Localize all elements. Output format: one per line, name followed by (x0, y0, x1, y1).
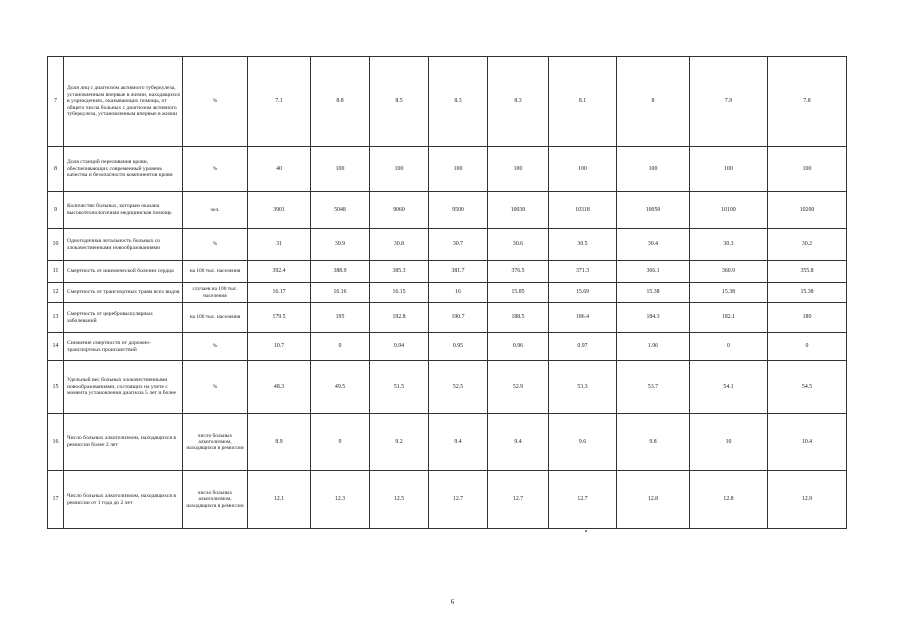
value-cell: 3901 (248, 192, 311, 229)
value-cell: 9.6 (549, 414, 617, 471)
unit-cell: % (183, 147, 248, 192)
value-cell: 10.7 (248, 333, 311, 361)
value-cell: 100 (311, 147, 370, 192)
value-cell: 53.3 (549, 361, 617, 414)
value-cell: 15.38 (617, 283, 690, 303)
unit-cell: на 100 тыс. населения (183, 303, 248, 333)
value-cell: 195 (311, 303, 370, 333)
row-number: 14 (48, 333, 64, 361)
value-cell: 10318 (549, 192, 617, 229)
value-cell: 16.15 (370, 283, 429, 303)
value-cell: 16.17 (248, 283, 311, 303)
row-number: 7 (48, 57, 64, 147)
value-cell: 12.8 (690, 471, 768, 529)
value-cell: 12.7 (429, 471, 488, 529)
page-number: 6 (450, 598, 455, 606)
row-number: 16 (48, 414, 64, 471)
value-cell: 8.3 (429, 57, 488, 147)
value-cell: 31 (248, 229, 311, 261)
value-cell: 9500 (429, 192, 488, 229)
table-row (48, 361, 847, 414)
indicator-name: Число больных алкоголизмом, находящихся в ремиссии от 1 года до 2 лет (64, 471, 183, 529)
value-cell: 12.7 (488, 471, 549, 529)
value-cell: 15.38 (690, 283, 768, 303)
value-cell: 100 (690, 147, 768, 192)
indicators-table (47, 56, 847, 529)
value-cell: 8.9 (248, 414, 311, 471)
table-row (48, 147, 847, 192)
unit-cell: % (183, 361, 248, 414)
value-cell: 52.9 (488, 361, 549, 414)
value-cell: 49.5 (311, 361, 370, 414)
value-cell: 9.4 (488, 414, 549, 471)
value-cell: 30.7 (429, 229, 488, 261)
value-cell: 100 (768, 147, 847, 192)
value-cell: 192.8 (370, 303, 429, 333)
indicator-name: Смертность от ишемической болезни сердца (64, 261, 183, 283)
value-cell: 10.4 (768, 414, 847, 471)
value-cell: 188.5 (488, 303, 549, 333)
value-cell: 376.5 (488, 261, 549, 283)
indicator-name: Удельный вес больных злокачественными новообразованиями, состоящих на учете с момента установления диагноза 5 лет и более (64, 361, 183, 414)
value-cell: 366.1 (617, 261, 690, 283)
value-cell: 180 (768, 303, 847, 333)
row-number: 8 (48, 147, 64, 192)
row-number: 17 (48, 471, 64, 529)
value-cell: 10 (690, 414, 768, 471)
value-cell: 10030 (488, 192, 549, 229)
unit-cell: чел. (183, 192, 248, 229)
indicator-name: Доля лиц с диагнозом активного туберкулеза, установленным впервые в жизни, находящихся в учреждениях, оказывающих помощь, от общего числа больных с диагнозом активного туберкулеза, установленным впервые в жизни (64, 57, 183, 147)
table-row (48, 303, 847, 333)
table-row (48, 333, 847, 361)
indicator-name: Число больных алкоголизмом, находящихся в ремиссии более 2 лет (64, 414, 183, 471)
scan-speck (585, 530, 587, 532)
value-cell: 10050 (617, 192, 690, 229)
value-cell: 12.8 (617, 471, 690, 529)
table-row (48, 57, 847, 147)
value-cell: 12.5 (370, 471, 429, 529)
value-cell: 16 (429, 283, 488, 303)
value-cell: 388.9 (311, 261, 370, 283)
value-cell: 190.7 (429, 303, 488, 333)
indicator-name: Доля станций переливания крови, обеспечивающих современный уровень качества и безопасности компонентов крови (64, 147, 183, 192)
table-row (48, 414, 847, 471)
value-cell: 9060 (370, 192, 429, 229)
row-number: 9 (48, 192, 64, 229)
value-cell: 371.3 (549, 261, 617, 283)
table-row (48, 471, 847, 529)
unit-cell: число больных алкоголизмом, находящихся в ремиссии (183, 471, 248, 529)
value-cell: 100 (617, 147, 690, 192)
value-cell: 12.7 (549, 471, 617, 529)
value-cell: 392.4 (248, 261, 311, 283)
value-cell: 54.5 (768, 361, 847, 414)
indicator-name: Количество больных, которым оказана высокотехнологичная медицинская помощь (64, 192, 183, 229)
value-cell: 5048 (311, 192, 370, 229)
value-cell: 9.2 (370, 414, 429, 471)
value-cell: 10200 (768, 192, 847, 229)
value-cell: 0.96 (488, 333, 549, 361)
value-cell: 12.9 (768, 471, 847, 529)
indicator-name: Смертность от транспортных травм всех видов (64, 283, 183, 303)
value-cell: 30.4 (617, 229, 690, 261)
value-cell: 179.5 (248, 303, 311, 333)
row-number: 13 (48, 303, 64, 333)
value-cell: 0 (311, 333, 370, 361)
value-cell: 182.1 (690, 303, 768, 333)
value-cell: 0 (768, 333, 847, 361)
value-cell: 7.8 (768, 57, 847, 147)
value-cell: 184.3 (617, 303, 690, 333)
table-row (48, 261, 847, 283)
table-row (48, 192, 847, 229)
unit-cell: на 100 тыс. населения (183, 261, 248, 283)
value-cell: 16.16 (311, 283, 370, 303)
value-cell: 355.8 (768, 261, 847, 283)
indicator-name: Одногодичная летальность больных со злокачественными новообразованиями (64, 229, 183, 261)
value-cell: 30.2 (768, 229, 847, 261)
value-cell: 15.38 (768, 283, 847, 303)
value-cell: 12.1 (248, 471, 311, 529)
value-cell: 30.8 (370, 229, 429, 261)
value-cell: 53.7 (617, 361, 690, 414)
value-cell: 360.9 (690, 261, 768, 283)
value-cell: 8.8 (311, 57, 370, 147)
value-cell: 51.5 (370, 361, 429, 414)
value-cell: 52.5 (429, 361, 488, 414)
value-cell: 30.3 (690, 229, 768, 261)
value-cell: 8.3 (488, 57, 549, 147)
unit-cell: случаев на 100 тыс. населения (183, 283, 248, 303)
value-cell: 0.95 (429, 333, 488, 361)
table-row (48, 283, 847, 303)
value-cell: 8.5 (370, 57, 429, 147)
row-number: 10 (48, 229, 64, 261)
indicator-name: Смертность от цереброваскулярных заболеваний (64, 303, 183, 333)
value-cell: 0 (690, 333, 768, 361)
unit-cell: число больных алкоголизмом, находящихся в ремиссии (183, 414, 248, 471)
value-cell: 54.1 (690, 361, 768, 414)
value-cell: 0.97 (549, 333, 617, 361)
unit-cell: % (183, 57, 248, 147)
value-cell: 8.1 (549, 57, 617, 147)
table-row (48, 229, 847, 261)
value-cell: 385.3 (370, 261, 429, 283)
value-cell: 40 (248, 147, 311, 192)
unit-cell: % (183, 333, 248, 361)
value-cell: 30.9 (311, 229, 370, 261)
row-number: 15 (48, 361, 64, 414)
value-cell: 100 (549, 147, 617, 192)
value-cell: 9 (311, 414, 370, 471)
value-cell: 186.4 (549, 303, 617, 333)
value-cell: 100 (488, 147, 549, 192)
value-cell: 30.6 (488, 229, 549, 261)
value-cell: 7.1 (248, 57, 311, 147)
value-cell: 9.8 (617, 414, 690, 471)
value-cell: 381.7 (429, 261, 488, 283)
table-body (48, 57, 847, 529)
value-cell: 15.69 (549, 283, 617, 303)
row-number: 11 (48, 261, 64, 283)
value-cell: 10100 (690, 192, 768, 229)
value-cell: 8 (617, 57, 690, 147)
value-cell: 100 (429, 147, 488, 192)
value-cell: 1.96 (617, 333, 690, 361)
unit-cell: % (183, 229, 248, 261)
value-cell: 7.9 (690, 57, 768, 147)
value-cell: 15.85 (488, 283, 549, 303)
value-cell: 9.4 (429, 414, 488, 471)
value-cell: 0.94 (370, 333, 429, 361)
row-number: 12 (48, 283, 64, 303)
value-cell: 100 (370, 147, 429, 192)
value-cell: 30.5 (549, 229, 617, 261)
indicator-name: Снижение смертности от дорожно-транспортных происшествий (64, 333, 183, 361)
value-cell: 48.3 (248, 361, 311, 414)
value-cell: 12.3 (311, 471, 370, 529)
